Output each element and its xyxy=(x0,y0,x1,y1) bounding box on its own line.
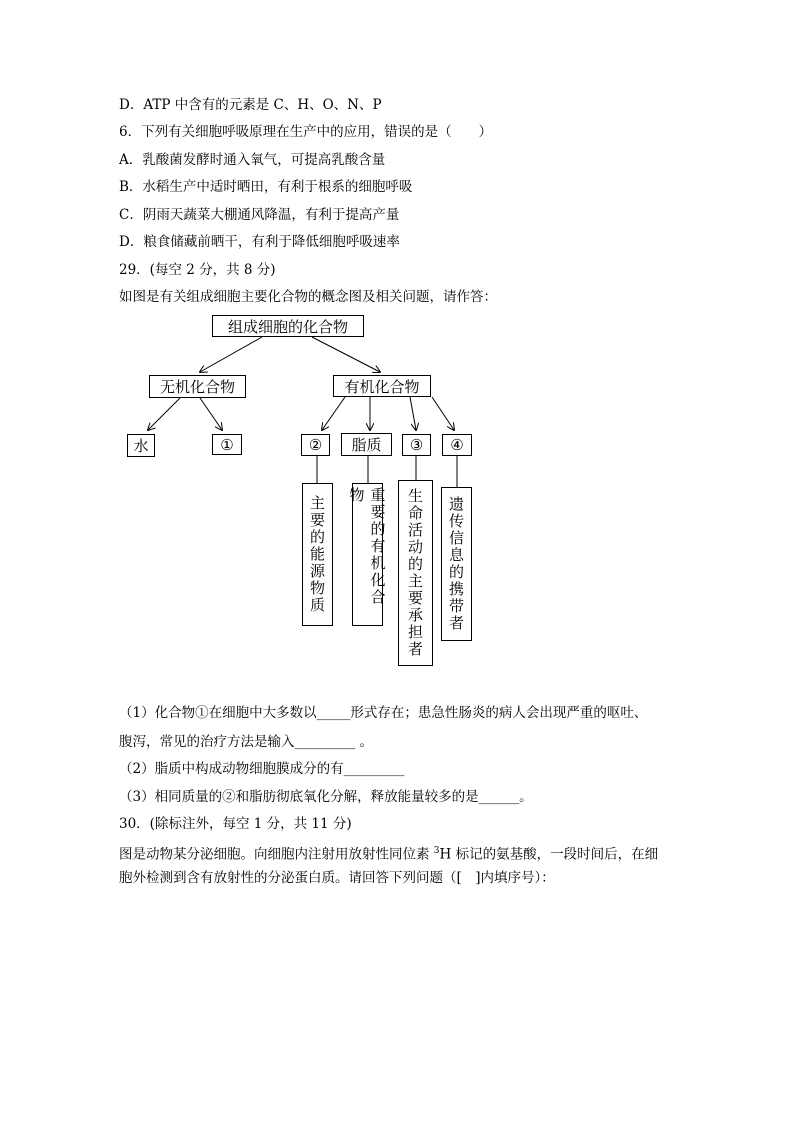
q6-option-a: A．乳酸菌发酵时通入氧气，可提高乳酸含量 xyxy=(119,152,386,168)
q29-part3: （3）相同质量的②和脂肪彻底氧化分解，释放能量较多的是______。 xyxy=(119,789,533,805)
blank-1-node: ① xyxy=(212,434,242,455)
blank-4-node: ④ xyxy=(442,434,472,456)
q5-option-d: D．ATP 中含有的元素是 C、H、O、N、P xyxy=(119,97,382,113)
q6-option-b: B．水稻生产中适时晒田，有利于根系的细胞呼吸 xyxy=(119,179,413,195)
q30-intro-line2: 胞外检测到含有放射性的分泌蛋白质。请回答下列问题（[ ]内填序号）： xyxy=(119,870,555,886)
q29-part2: （2）脂质中构成动物细胞膜成分的有_________ xyxy=(119,761,405,777)
blank-2-node: ② xyxy=(301,434,330,456)
desc-4-box: 遗传信息的携带者 xyxy=(441,487,472,641)
q29-part1-line2: 腹泻，常见的治疗方法是输入_________ 。 xyxy=(119,734,374,750)
inorganic-node: 无机化合物 xyxy=(149,375,246,398)
root-node: 组成细胞的化合物 xyxy=(212,315,364,337)
water-node: 水 xyxy=(127,434,155,457)
organic-node: 有机化合物 xyxy=(333,375,431,397)
q29-header: 29．(每空 2 分，共 8 分) xyxy=(119,262,276,278)
q6-stem: 6．下列有关细胞呼吸原理在生产中的应用，错误的是（ ） xyxy=(119,124,493,140)
lipid-node: 脂质 xyxy=(341,433,392,456)
q6-option-d: D．粮食储藏前晒干，有利于降低细胞呼吸速率 xyxy=(119,234,400,250)
q30-header: 30．(除标注外，每空 1 分，共 11 分) xyxy=(119,816,352,832)
q6-option-c: C．阴雨天蔬菜大棚通风降温，有利于提高产量 xyxy=(119,207,400,223)
desc-2-box: 主要的能源物质 xyxy=(302,483,333,626)
q30-intro-line1: 图是动物某分泌细胞。向细胞内注射用放射性同位素 $^3$H 标记的氨基酸，一段时间后，在细 xyxy=(119,846,659,863)
desc-3-box: 生命活动的主要承担者 xyxy=(398,480,433,666)
q29-part1-line1: （1）化合物①在细胞中大多数以_____形式存在；患急性肠炎的病人会出现严重的呕吐、 xyxy=(119,705,648,721)
q29-intro: 如图是有关组成细胞主要化合物的概念图及相关问题，请作答： xyxy=(119,289,497,305)
desc-lipid-box: 重要的有机化合物 xyxy=(352,483,383,626)
blank-3-node: ③ xyxy=(402,434,431,456)
